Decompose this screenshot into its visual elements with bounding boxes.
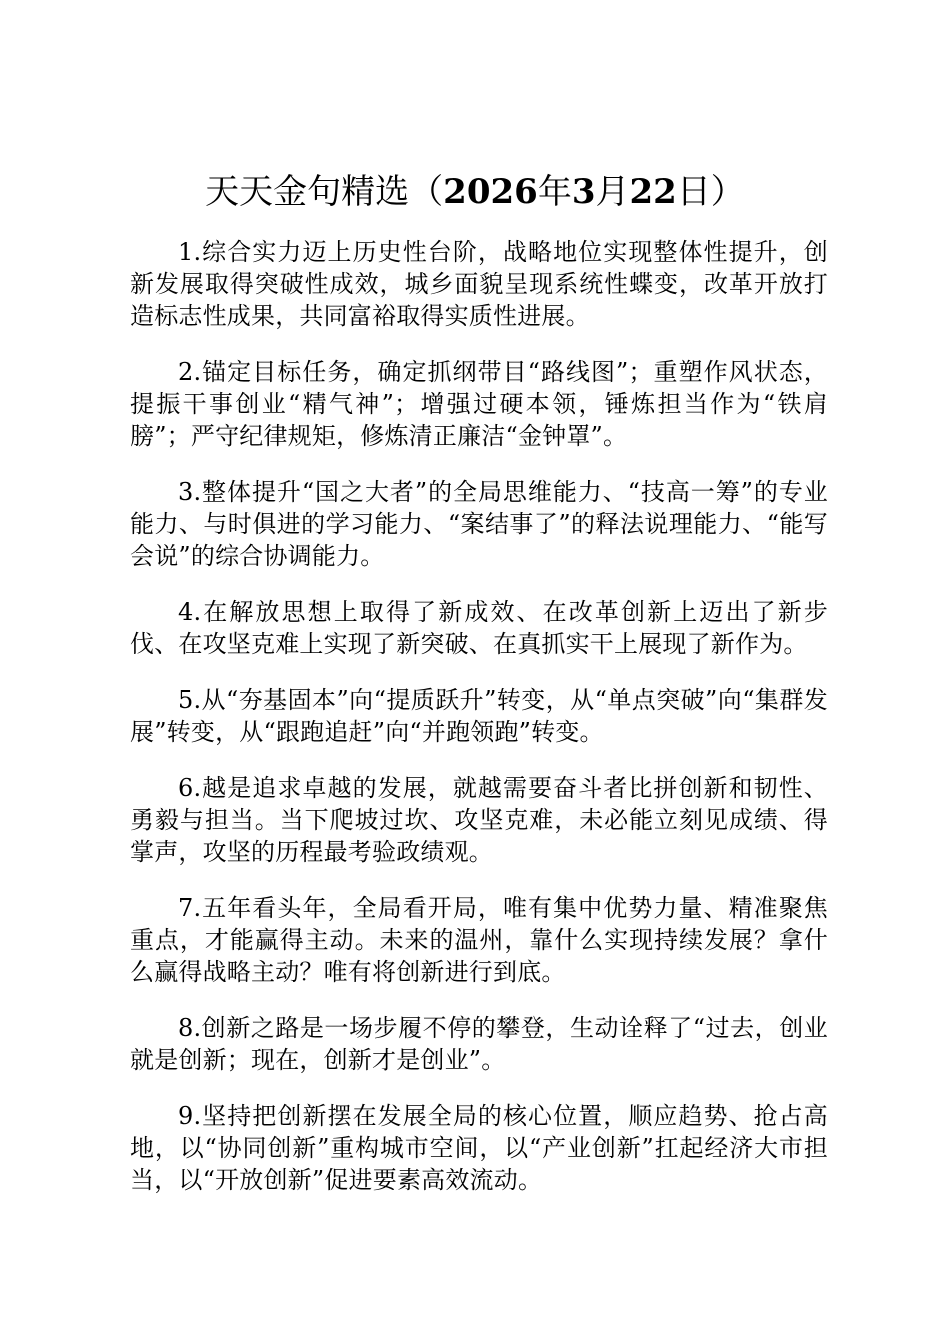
title-month: 3 [571,172,596,212]
title-month-suffix: 月 [595,172,630,212]
title-day-suffix: 日） [676,172,745,212]
title-prefix: 天天金句精选（ [205,172,444,212]
title-day: 22 [629,172,677,212]
paragraph-1: 1.综合实力迈上历史性台阶，战略地位实现整体性提升，创新发展取得突破性成效，城乡面貌呈现系统性蝶变，改革开放打造标志性成果，共同富裕取得实质性进展。 [130,238,828,330]
title-year-suffix: 年 [537,172,572,212]
paragraph-5: 5.从“夯基固本”向“提质跃升”转变，从“单点突破”向“集群发展”转变，从“跟跑追赶”向“并跑领跑”转变。 [130,686,828,746]
paragraph-6: 6.越是追求卓越的发展，就越需要奋斗者比拼创新和韧性、勇毅与担当。当下爬坡过坎、攻坚克难，未必能立刻见成绩、得掌声，攻坚的历程最考验政绩观。 [130,774,828,866]
document-body [130,236,828,1220]
paragraph-4: 4.在解放思想上取得了新成效、在改革创新上迈出了新步伐、在攻坚克难上实现了新突破、在真抓实干上展现了新作为。 [130,598,828,658]
paragraph-9: 9.坚持把创新摆在发展全局的核心位置，顺应趋势、抢占高地，以“协同创新”重构城市空间，以“产业创新”扛起经济大市担当，以“开放创新”促进要素高效流动。 [130,1102,828,1194]
paragraph-3: 3.整体提升“国之大者”的全局思维能力、“技高一筹”的专业能力、与时俱进的学习能力、“案结事了”的释法说理能力、“能写会说”的综合协调能力。 [130,478,828,570]
page-title [0,168,950,216]
paragraph-8: 8.创新之路是一场步履不停的攀登，生动诠释了“过去，创业就是创新；现在，创新才是创业”。 [130,1014,828,1074]
title-year: 2026 [443,172,538,212]
paragraph-7: 7.五年看头年，全局看开局，唯有集中优势力量、精准聚焦重点，才能赢得主动。未来的温州，靠什么实现持续发展？拿什么赢得战略主动？唯有将创新进行到底。 [130,894,828,986]
paragraph-2: 2.锚定目标任务，确定抓纲带目“路线图”；重塑作风状态，提振干事创业“精气神”；增强过硬本领，锤炼担当作为“铁肩膀”；严守纪律规矩，修炼清正廉洁“金钟罩”。 [130,358,828,450]
